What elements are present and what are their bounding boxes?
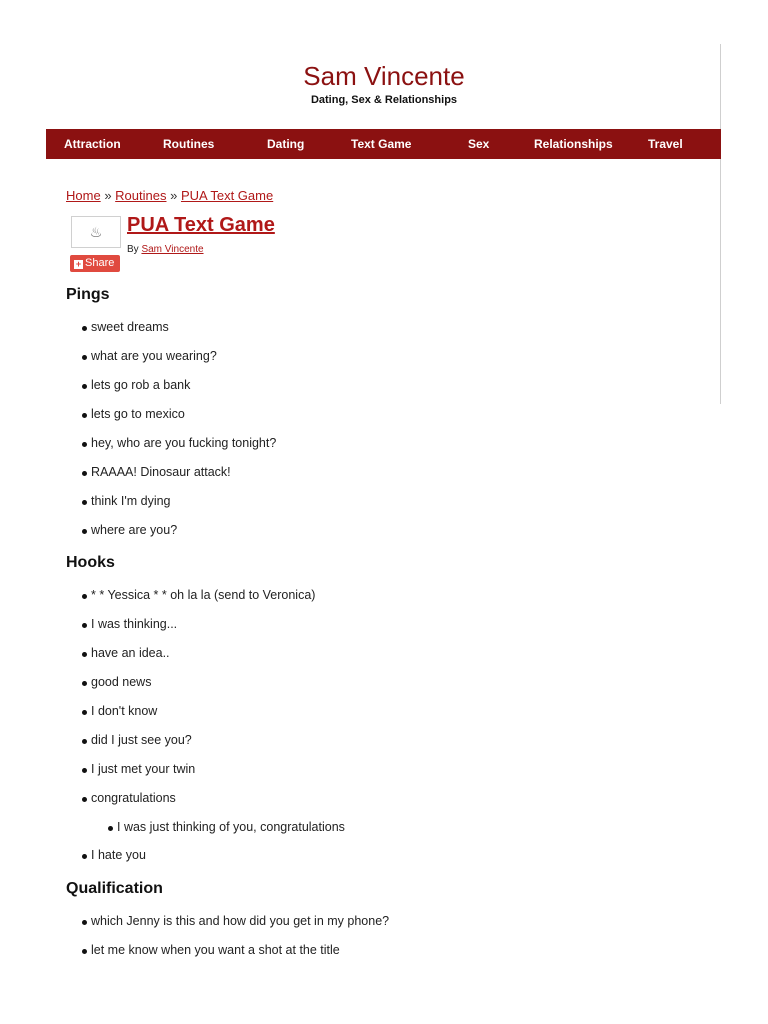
list-item: sweet dreams <box>91 320 169 334</box>
site-header <box>0 60 768 106</box>
list-item: good news <box>91 675 152 689</box>
byline <box>127 244 204 255</box>
list-item: congratulations <box>91 791 176 805</box>
list-item: where are you? <box>91 523 178 537</box>
author-link[interactable]: Sam Vincente <box>141 244 204 255</box>
breadcrumb-routines[interactable]: Routines <box>115 188 167 203</box>
list-item: * * Yessica * * oh la la (send to Veronica) <box>91 588 316 602</box>
list-item: did I just see you? <box>91 733 192 747</box>
byline-label: By <box>127 244 139 255</box>
list-item: RAAAA! Dinosaur attack! <box>91 465 231 479</box>
nav-item-relationships[interactable]: Relationships <box>534 137 613 151</box>
breadcrumb-home[interactable]: Home <box>66 188 101 203</box>
section-heading-hooks: Hooks <box>66 554 115 571</box>
section-heading-qualification: Qualification <box>66 880 163 897</box>
nav-item-routines[interactable]: Routines <box>163 137 215 151</box>
list-item: I was thinking... <box>91 617 178 631</box>
nested-list-item: I was just thinking of you, congratulations <box>117 820 345 834</box>
nav-item-travel[interactable]: Travel <box>648 137 683 151</box>
list-item: hey, who are you fucking tonight? <box>91 436 277 450</box>
nav-item-attraction[interactable]: Attraction <box>64 137 121 151</box>
list-item: I hate you <box>91 848 146 862</box>
list-item: what are you wearing? <box>91 349 217 363</box>
share-button[interactable] <box>70 255 120 272</box>
breadcrumb-current[interactable]: PUA Text Game <box>180 188 274 203</box>
breadcrumb-separator: » <box>104 188 112 203</box>
list-item: lets go rob a bank <box>91 378 191 392</box>
section-heading-pings: Pings <box>66 286 110 303</box>
page-title[interactable]: PUA Text Game <box>127 214 275 236</box>
document-thumbnail[interactable] <box>71 216 121 248</box>
share-label: Share <box>85 257 115 269</box>
list-item: which Jenny is this and how did you get in my phone? <box>91 914 390 928</box>
list-item: let me know when you want a shot at the title <box>91 943 340 957</box>
breadcrumb-separator: » <box>170 188 178 203</box>
steam-icon: ♨ <box>89 224 103 240</box>
nav-item-text-game[interactable]: Text Game <box>351 137 412 151</box>
breadcrumb <box>66 188 273 203</box>
nav-item-sex[interactable]: Sex <box>468 137 490 151</box>
site-title[interactable]: Sam Vincente <box>303 61 465 91</box>
main-nav <box>46 129 721 159</box>
list-item: think I'm dying <box>91 494 171 508</box>
list-item: lets go to mexico <box>91 407 185 421</box>
list-item: have an idea.. <box>91 646 170 660</box>
plus-icon: + <box>75 259 82 269</box>
list-item: I don't know <box>91 704 158 718</box>
list-item: I just met your twin <box>91 762 196 776</box>
site-tagline: Dating, Sex & Relationships <box>310 94 458 106</box>
nav-item-dating[interactable]: Dating <box>267 137 305 151</box>
